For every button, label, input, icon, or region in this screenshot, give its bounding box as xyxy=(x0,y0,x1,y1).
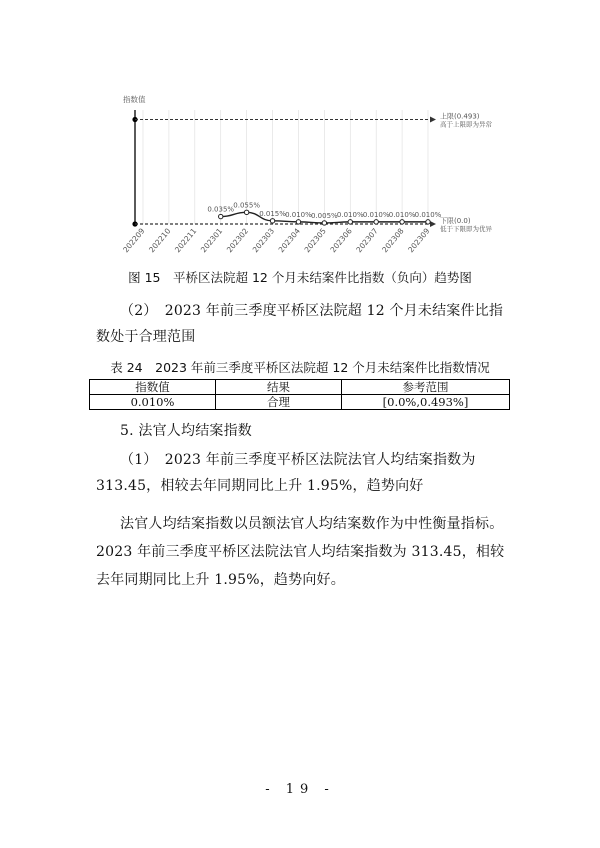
data-point xyxy=(348,220,352,224)
data-label: 0.010% xyxy=(388,210,416,219)
table-caption: 表 24 2023 年前三季度平桥区法院超 12 个月未结案件比指数情况 xyxy=(110,360,490,375)
cell-index-value: 0.010% xyxy=(90,395,216,410)
lower-limit-label: 下限(0.0) xyxy=(440,217,471,225)
trend-chart-svg xyxy=(110,90,510,260)
header-reference-range: 参考范围 xyxy=(342,380,510,395)
x-tick-label: 202210 xyxy=(147,226,173,255)
data-label: 0.055% xyxy=(233,201,260,210)
x-tick-label: 202304 xyxy=(276,226,302,255)
cell-reference-range: [0.0%,0.493%] xyxy=(342,395,510,410)
data-label: 0.010% xyxy=(336,210,364,219)
data-point xyxy=(426,220,430,224)
data-point xyxy=(219,214,223,218)
x-tick-label: 202305 xyxy=(302,226,328,255)
para-1-heading: （1） 2023 年前三季度平桥区法院法官人均结案指数为 313.45，相较去年同期同比上升 1.95%，趋势向好 xyxy=(96,452,476,494)
page-number: - 19 - xyxy=(265,782,335,797)
x-tick-label: 202308 xyxy=(380,226,406,255)
data-point xyxy=(322,221,326,225)
figure-caption: 图 15 平桥区法院超 12 个月未结案件比指数（负向）趋势图 xyxy=(128,270,472,285)
data-point xyxy=(374,220,378,224)
upper-limit-arrow xyxy=(430,116,436,122)
x-tick-label: 202306 xyxy=(328,226,354,255)
data-point xyxy=(400,220,404,224)
data-label: 0.010% xyxy=(414,210,442,219)
section-5-title: 5. 法官人均结案指数 xyxy=(120,423,253,439)
table-row xyxy=(90,395,510,410)
x-tick-label: 202209 xyxy=(121,226,147,255)
body-paragraph: 法官人均结案指数以员额法官人均结案数作为中性衡量指标。2023 年前三季度平桥区法院法官人均结案指数为 313.45，相较去年同期同比上升 1.95%，趋势向好。 xyxy=(96,516,505,588)
x-tick-label: 202303 xyxy=(250,226,277,255)
cell-result: 合理 xyxy=(216,395,342,410)
y-axis-label: 指数值 xyxy=(123,95,146,104)
reference-table xyxy=(89,379,510,410)
data-label: 0.035% xyxy=(207,205,235,214)
data-point xyxy=(270,219,274,223)
header-result: 结果 xyxy=(216,380,342,395)
x-tick-label: 202302 xyxy=(224,226,251,255)
upper-limit-note: 高于上限即为异常 xyxy=(440,120,492,129)
data-label: 0.010% xyxy=(285,210,312,219)
para-2-heading: （2） 2023 年前三季度平桥区法院超 12 个月未结案件比指数处于合理范围 xyxy=(96,303,504,345)
data-label: 0.010% xyxy=(362,210,390,219)
x-tick-label: 202307 xyxy=(354,226,380,255)
lower-limit-arrow xyxy=(430,221,436,227)
x-tick-label: 202301 xyxy=(198,226,225,255)
upper-limit-label: 上限(0.493) xyxy=(440,112,480,121)
data-label: 0.005% xyxy=(311,211,338,220)
data-label: 0.015% xyxy=(259,209,286,218)
header-index-value: 指数值 xyxy=(90,380,216,395)
x-tick-label: 202309 xyxy=(406,226,432,255)
lower-limit-note: 低于下限即为优异 xyxy=(440,225,492,233)
data-point xyxy=(244,210,248,214)
trend-chart xyxy=(110,90,510,260)
table-header-row xyxy=(90,380,510,395)
data-point xyxy=(296,220,300,224)
x-tick-label: 202211 xyxy=(173,226,199,255)
